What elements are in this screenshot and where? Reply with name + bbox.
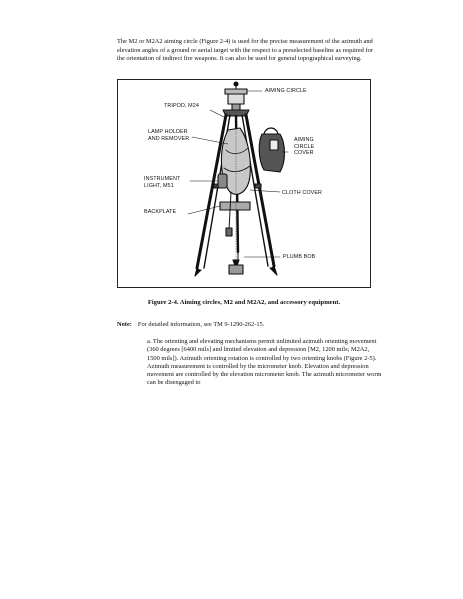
intro-paragraph: The M2 or M2A2 aiming circle (Figure 2-4) is used for the precise measurement of the azimuth and elevation angles of a ground or aerial target with the respect to a preselected baseline as required for the orientation of indirect fire weapons. It can also be used for general topographical surveying.: [117, 38, 373, 63]
label-aiming-circle: AIMING CIRCLE: [265, 88, 307, 94]
figure-2-4: [117, 79, 371, 288]
note-text: For detailed information, see TM 9-1290-262-15.: [137, 321, 265, 328]
aiming-circle-head-icon: [228, 94, 244, 104]
label-lamp-holder: LAMP HOLDER AND REMOVER: [148, 129, 190, 142]
paragraph-a: a. The orienting and elevating mechanisms permit unlimited azimuth orienting movement (360 degrees [6400 mils] and limited elevation and depression [M2, 1200 mils; M2A2, 1500 mils]). Azimuth orienting rotation is controlled by two orienting knobs (Figure 2-5). Azimuth measurement is controlled by the micrometer knob. Elevation and depression movement are controlled by the elevation micrometer knob. The azimuth micrometer worm can be disengaged to: [147, 338, 382, 387]
label-instrument-light: INSTRUMENT LIGHT, M51: [144, 176, 181, 189]
label-plumb-bob: PLUMB BOB: [283, 254, 316, 260]
instrument-light-icon: [218, 174, 227, 188]
label-cloth-cover: CLOTH COVER: [282, 190, 323, 196]
label-backplate: BACKPLATE: [144, 209, 177, 215]
note-line: [117, 321, 379, 328]
figure-caption: Figure 2-4. Aiming circles, M2 and M2A2, and accessory equipment.: [147, 299, 341, 306]
label-tripod: TRIPOD, M24: [164, 103, 199, 109]
label-aiming-circle-cover: AIMING CIRCLE COVER: [294, 137, 315, 157]
note-label: Note:: [117, 321, 132, 328]
